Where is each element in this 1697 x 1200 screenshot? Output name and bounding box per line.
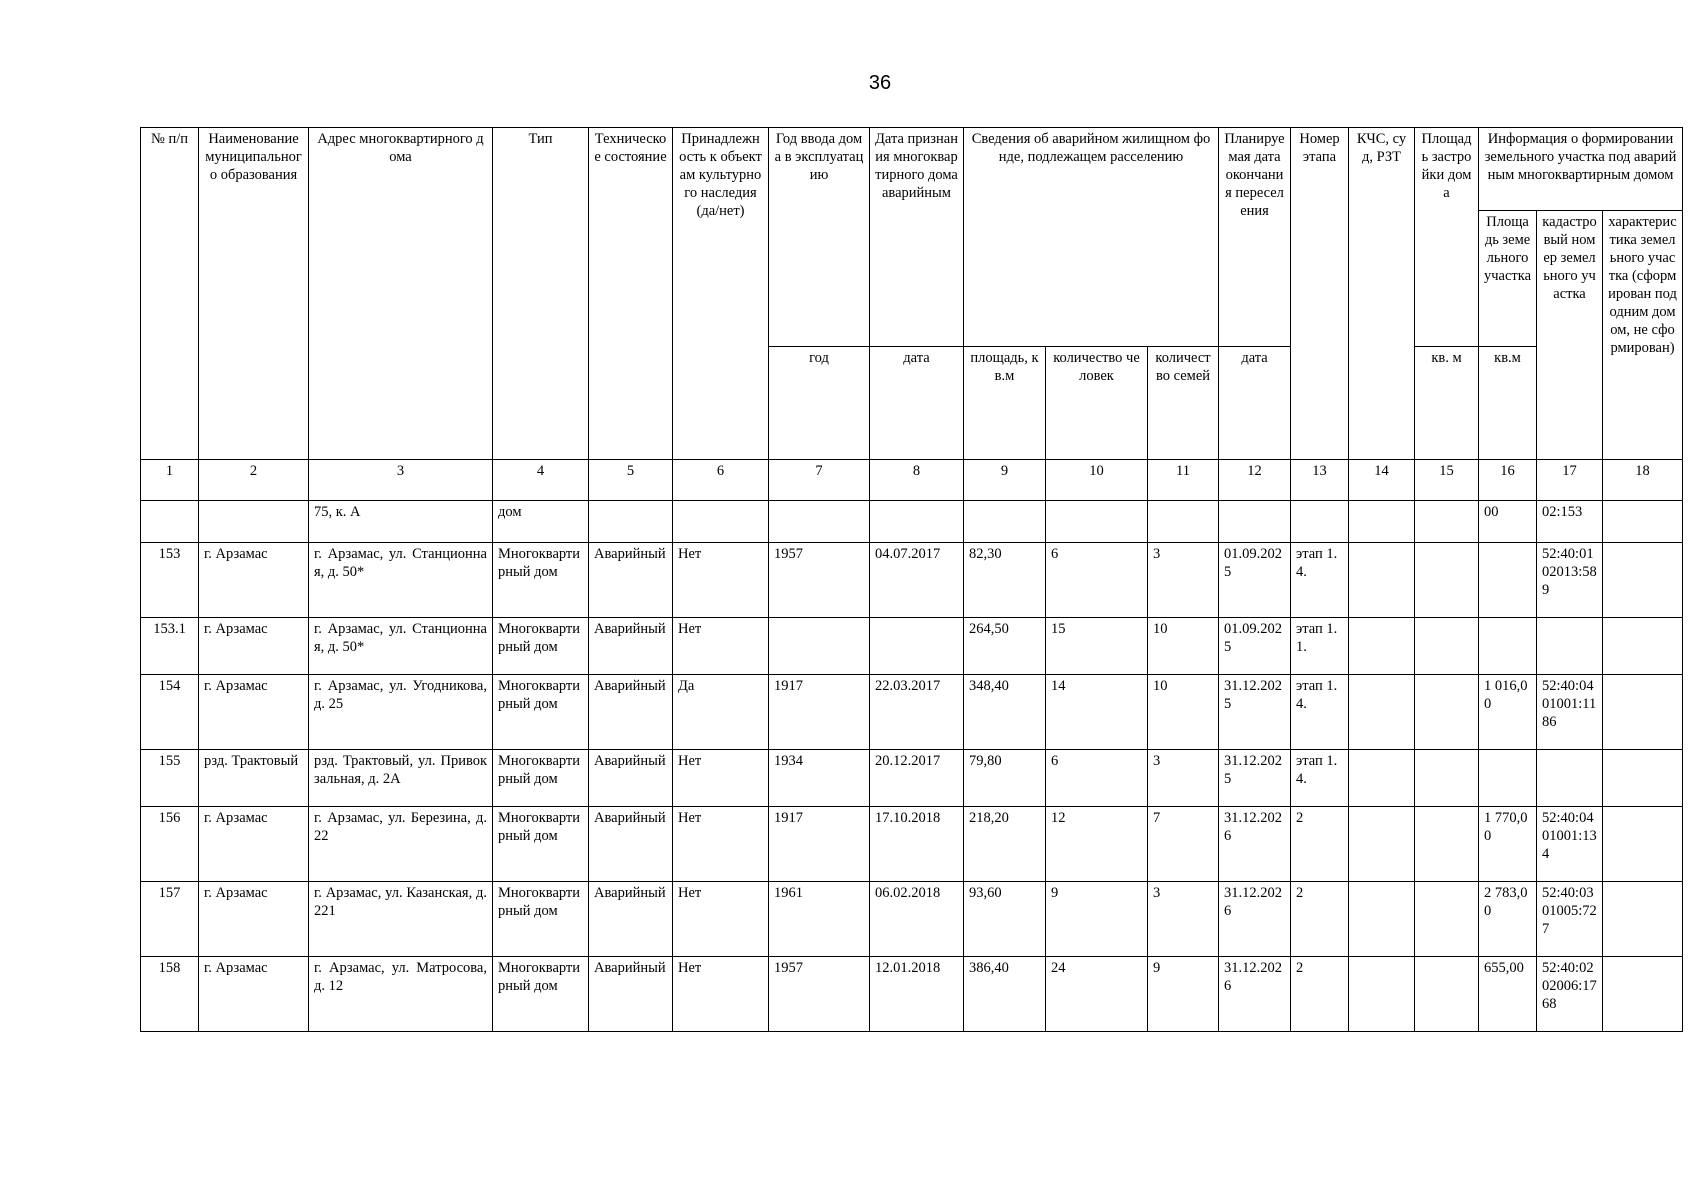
cell-land-character: [1603, 675, 1683, 750]
cell-cadastre-number: [1537, 618, 1603, 675]
cell-house-type: Многоквартирный дом: [493, 957, 589, 1032]
cell-municipality: г. Арзамас: [199, 618, 309, 675]
cell-heritage: [673, 501, 769, 543]
column-number: 4: [493, 460, 589, 501]
cell-heritage: Нет: [673, 882, 769, 957]
cell-kchs: [1349, 957, 1415, 1032]
cell-commission-year: 1917: [769, 807, 870, 882]
cell-area: 82,30: [964, 543, 1046, 618]
cell-area: 348,40: [964, 675, 1046, 750]
table-row: [141, 882, 1683, 957]
cell-kchs: [1349, 543, 1415, 618]
header-plan-date-unit: дата: [1219, 347, 1291, 460]
cell-stage: этап 1.4.: [1291, 750, 1349, 807]
cell-people-count: 24: [1046, 957, 1148, 1032]
header-municipality: Наименование муниципального образования: [199, 128, 309, 460]
header-year-unit: год: [769, 347, 870, 460]
cell-land-character: [1603, 807, 1683, 882]
cell-house-type: Многоквартирный дом: [493, 750, 589, 807]
cell-people-count: 9: [1046, 882, 1148, 957]
cell-family-count: [1148, 501, 1219, 543]
cell-family-count: 3: [1148, 882, 1219, 957]
cell-kchs: [1349, 807, 1415, 882]
column-number: 17: [1537, 460, 1603, 501]
cell-kchs: [1349, 882, 1415, 957]
header-stage: Номер этапа: [1291, 128, 1349, 460]
cell-address: 75, к. А: [309, 501, 493, 543]
cell-stage: 2: [1291, 882, 1349, 957]
cell-emergency-date: [870, 618, 964, 675]
header-cadastre: кадастровый номер земельного участка: [1537, 211, 1603, 460]
cell-commission-year: [769, 618, 870, 675]
cell-tech-state: Аварийный: [589, 543, 673, 618]
header-land-area-unit: кв.м: [1479, 347, 1537, 460]
cell-land-character: [1603, 957, 1683, 1032]
header-people: количество человек: [1046, 347, 1148, 460]
cell-commission-year: 1917: [769, 675, 870, 750]
cell-land-character: [1603, 882, 1683, 957]
table-row: [141, 543, 1683, 618]
cell-municipality: г. Арзамас: [199, 957, 309, 1032]
cell-area: 218,20: [964, 807, 1046, 882]
table-row: [141, 807, 1683, 882]
cell-area: 93,60: [964, 882, 1046, 957]
cell-people-count: 14: [1046, 675, 1148, 750]
cell-stage: 2: [1291, 957, 1349, 1032]
cell-building-area: [1415, 501, 1479, 543]
cell-planned-date: [1219, 501, 1291, 543]
cell-emergency-date: 22.03.2017: [870, 675, 964, 750]
cell-house-type: Многоквартирный дом: [493, 543, 589, 618]
cell-stage: этап 1.1.: [1291, 618, 1349, 675]
column-number: 9: [964, 460, 1046, 501]
cell-heritage: Нет: [673, 750, 769, 807]
cell-kchs: [1349, 618, 1415, 675]
cell-tech-state: Аварийный: [589, 882, 673, 957]
cell-area: [964, 501, 1046, 543]
cell-people-count: 6: [1046, 543, 1148, 618]
header-type: Тип: [493, 128, 589, 460]
cell-family-count: 3: [1148, 750, 1219, 807]
cell-land-area: 00: [1479, 501, 1537, 543]
cell-land-character: [1603, 750, 1683, 807]
cell-stage: 2: [1291, 807, 1349, 882]
cell-address: г. Арзамас, ул. Станционная, д. 50*: [309, 618, 493, 675]
header-tech-state: Техническое состояние: [589, 128, 673, 460]
column-number: 2: [199, 460, 309, 501]
cell-municipality: рзд. Трактовый: [199, 750, 309, 807]
cell-house-type: Многоквартирный дом: [493, 807, 589, 882]
table-row: [141, 957, 1683, 1032]
column-number-row: [141, 460, 1683, 501]
column-number: 6: [673, 460, 769, 501]
header-building-area-unit: кв. м: [1415, 347, 1479, 460]
header-planned-date: Планируемая дата окончания переселения: [1219, 128, 1291, 347]
table-row: [141, 501, 1683, 543]
cell-emergency-date: 04.07.2017: [870, 543, 964, 618]
table-body: [141, 501, 1683, 1032]
cell-municipality: г. Арзамас: [199, 882, 309, 957]
cell-planned-date: 31.12.2026: [1219, 807, 1291, 882]
table-header: [141, 128, 1683, 501]
cell-kchs: [1349, 501, 1415, 543]
cell-address: г. Арзамас, ул. Матросова, д. 12: [309, 957, 493, 1032]
cell-commission-year: 1961: [769, 882, 870, 957]
cell-heritage: Нет: [673, 957, 769, 1032]
cell-emergency-date: [870, 501, 964, 543]
column-number: 12: [1219, 460, 1291, 501]
cell-planned-date: 31.12.2025: [1219, 675, 1291, 750]
cell-land-area: 1 770,00: [1479, 807, 1537, 882]
header-row-number: № п/п: [141, 128, 199, 460]
cell-house-type: Многоквартирный дом: [493, 675, 589, 750]
cell-row-number: 155: [141, 750, 199, 807]
cell-building-area: [1415, 675, 1479, 750]
header-land-info: Информация о формировании земельного участка под аварийным многоквартирным домом: [1479, 128, 1683, 211]
cell-tech-state: Аварийный: [589, 750, 673, 807]
cell-municipality: г. Арзамас: [199, 543, 309, 618]
cell-address: г. Арзамас, ул. Березина, д. 22: [309, 807, 493, 882]
cell-row-number: 156: [141, 807, 199, 882]
cell-planned-date: 31.12.2025: [1219, 750, 1291, 807]
cell-row-number: 157: [141, 882, 199, 957]
cell-stage: этап 1.4.: [1291, 675, 1349, 750]
column-number: 13: [1291, 460, 1349, 501]
cell-people-count: 15: [1046, 618, 1148, 675]
cell-row-number: 158: [141, 957, 199, 1032]
cell-building-area: [1415, 543, 1479, 618]
cell-land-area: [1479, 543, 1537, 618]
cell-people-count: 12: [1046, 807, 1148, 882]
cell-cadastre-number: 52:40:0202006:1768: [1537, 957, 1603, 1032]
cell-planned-date: 01.09.2025: [1219, 543, 1291, 618]
cell-land-character: [1603, 501, 1683, 543]
cell-tech-state: Аварийный: [589, 618, 673, 675]
header-heritage: Принадлежность к объектам культурного наследия (да/нет): [673, 128, 769, 460]
column-number: 10: [1046, 460, 1148, 501]
cell-tech-state: Аварийный: [589, 957, 673, 1032]
cell-heritage: Нет: [673, 807, 769, 882]
cell-row-number: 153: [141, 543, 199, 618]
cell-commission-year: 1957: [769, 543, 870, 618]
cell-tech-state: Аварийный: [589, 807, 673, 882]
cell-cadastre-number: [1537, 750, 1603, 807]
page-number: 36: [868, 72, 892, 94]
cell-kchs: [1349, 750, 1415, 807]
cell-building-area: [1415, 618, 1479, 675]
cell-area: 79,80: [964, 750, 1046, 807]
cell-row-number: [141, 501, 199, 543]
header-emergency-fund: Сведения об аварийном жилищном фонде, подлежащем расселению: [964, 128, 1219, 347]
column-number: 8: [870, 460, 964, 501]
cell-family-count: 3: [1148, 543, 1219, 618]
cell-commission-year: [769, 501, 870, 543]
column-number: 14: [1349, 460, 1415, 501]
cell-land-area: [1479, 750, 1537, 807]
cell-people-count: [1046, 501, 1148, 543]
header-date-unit: дата: [870, 347, 964, 460]
cell-house-type: Многоквартирный дом: [493, 618, 589, 675]
cell-family-count: 7: [1148, 807, 1219, 882]
column-number: 7: [769, 460, 870, 501]
cell-building-area: [1415, 807, 1479, 882]
cell-planned-date: 31.12.2026: [1219, 882, 1291, 957]
cell-building-area: [1415, 957, 1479, 1032]
cell-planned-date: 31.12.2026: [1219, 957, 1291, 1032]
cell-row-number: 154: [141, 675, 199, 750]
column-number: 15: [1415, 460, 1479, 501]
cell-kchs: [1349, 675, 1415, 750]
cell-address: г. Арзамас, ул. Станционная, д. 50*: [309, 543, 493, 618]
header-commission-year: Год ввода дома в эксплуатацию: [769, 128, 870, 347]
table-row: [141, 750, 1683, 807]
cell-land-character: [1603, 618, 1683, 675]
column-number: 16: [1479, 460, 1537, 501]
cell-area: 264,50: [964, 618, 1046, 675]
cell-row-number: 153.1: [141, 618, 199, 675]
cell-tech-state: Аварийный: [589, 675, 673, 750]
cell-area: 386,40: [964, 957, 1046, 1032]
header-area: площадь, кв.м: [964, 347, 1046, 460]
cell-cadastre-number: 52:40:0401001:1186: [1537, 675, 1603, 750]
cell-municipality: г. Арзамас: [199, 675, 309, 750]
column-number: 3: [309, 460, 493, 501]
cell-heritage: Да: [673, 675, 769, 750]
column-number: 5: [589, 460, 673, 501]
cell-emergency-date: 20.12.2017: [870, 750, 964, 807]
cell-emergency-date: 12.01.2018: [870, 957, 964, 1032]
cell-land-area: 2 783,00: [1479, 882, 1537, 957]
column-number: 11: [1148, 460, 1219, 501]
cell-family-count: 10: [1148, 675, 1219, 750]
header-families: количество семей: [1148, 347, 1219, 460]
cell-cadastre-number: 02:153: [1537, 501, 1603, 543]
cell-land-area: 655,00: [1479, 957, 1537, 1032]
cell-building-area: [1415, 882, 1479, 957]
header-building-area: Площадь застройки дома: [1415, 128, 1479, 347]
housing-registry-table: [140, 127, 1683, 1032]
cell-heritage: Нет: [673, 543, 769, 618]
cell-land-area: 1 016,00: [1479, 675, 1537, 750]
cell-cadastre-number: 52:40:0401001:134: [1537, 807, 1603, 882]
cell-heritage: Нет: [673, 618, 769, 675]
cell-house-type: дом: [493, 501, 589, 543]
cell-family-count: 9: [1148, 957, 1219, 1032]
cell-cadastre-number: 52:40:0102013:589: [1537, 543, 1603, 618]
header-emergency-date: Дата признания многоквартирного дома аварийным: [870, 128, 964, 347]
cell-building-area: [1415, 750, 1479, 807]
cell-address: г. Арзамас, ул. Казанская, д. 221: [309, 882, 493, 957]
cell-people-count: 6: [1046, 750, 1148, 807]
cell-family-count: 10: [1148, 618, 1219, 675]
table-row: [141, 675, 1683, 750]
column-number: 1: [141, 460, 199, 501]
cell-municipality: г. Арзамас: [199, 807, 309, 882]
cell-municipality: [199, 501, 309, 543]
cell-commission-year: 1934: [769, 750, 870, 807]
cell-land-character: [1603, 543, 1683, 618]
header-land-character: характеристика земельного участка (сформирован под одним домом, не сформирован): [1603, 211, 1683, 460]
cell-planned-date: 01.09.2025: [1219, 618, 1291, 675]
cell-commission-year: 1957: [769, 957, 870, 1032]
header-land-area: Площадь земельного участка: [1479, 211, 1537, 347]
column-number: 18: [1603, 460, 1683, 501]
cell-stage: этап 1.4.: [1291, 543, 1349, 618]
header-address: Адрес многоквартирного дома: [309, 128, 493, 460]
cell-tech-state: [589, 501, 673, 543]
cell-stage: [1291, 501, 1349, 543]
cell-land-area: [1479, 618, 1537, 675]
cell-house-type: Многоквартирный дом: [493, 882, 589, 957]
cell-emergency-date: 06.02.2018: [870, 882, 964, 957]
cell-cadastre-number: 52:40:0301005:727: [1537, 882, 1603, 957]
cell-address: рзд. Трактовый, ул. Привокзальная, д. 2А: [309, 750, 493, 807]
header-kchs: КЧС, суд, РЗТ: [1349, 128, 1415, 460]
table-row: [141, 618, 1683, 675]
cell-address: г. Арзамас, ул. Угодникова, д. 25: [309, 675, 493, 750]
cell-emergency-date: 17.10.2018: [870, 807, 964, 882]
